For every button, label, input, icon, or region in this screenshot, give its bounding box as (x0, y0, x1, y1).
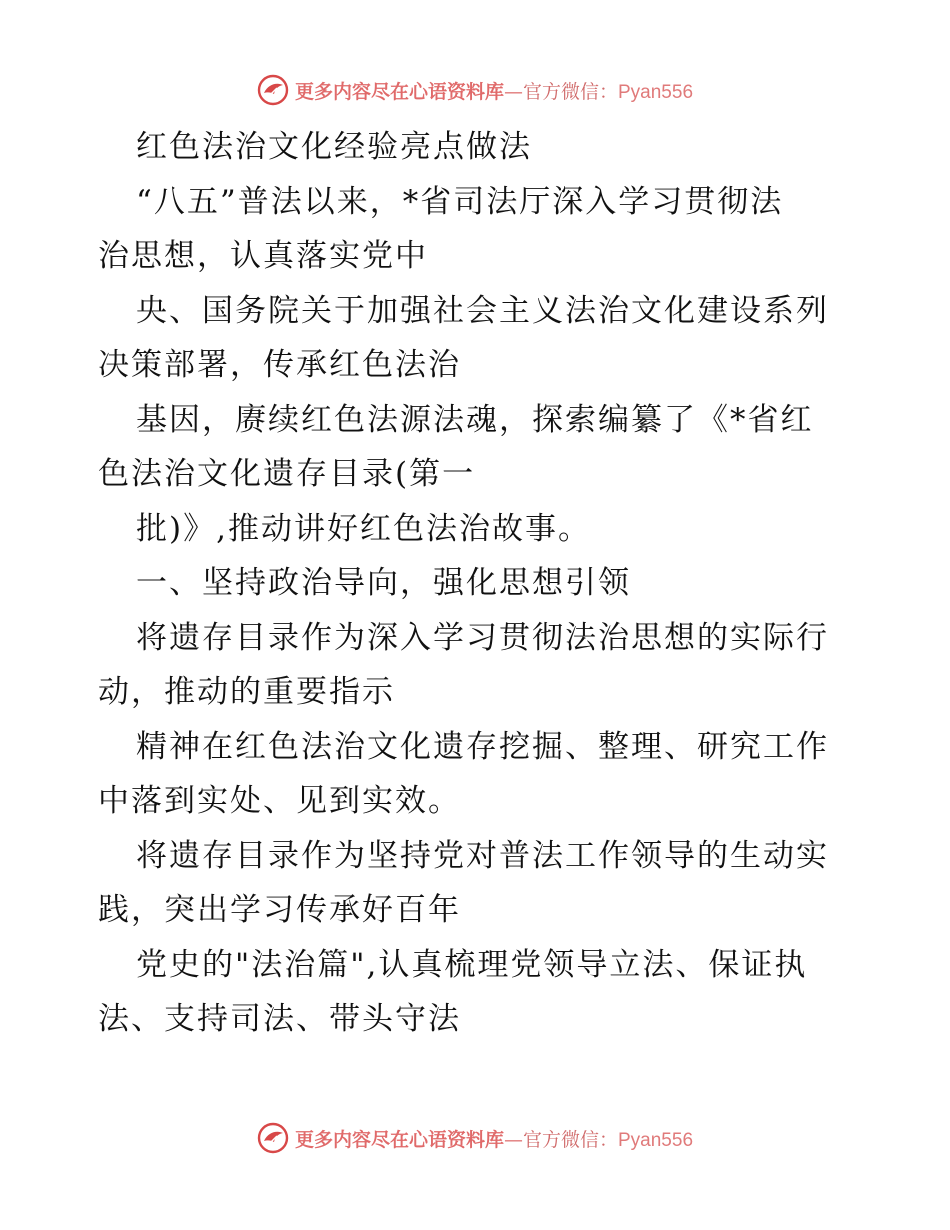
banner-wechat-id: Pyan556 (618, 1129, 694, 1151)
banner-wechat-label: 官方微信： (522, 80, 618, 103)
banner-text: 更多内容尽在心语资料库 (294, 80, 504, 103)
paragraph-line: 动，推动的重要指示 (98, 674, 395, 710)
paragraph-line: 将遗存目录作为深入学习贯彻法治思想的实际行 (136, 619, 829, 656)
document-title: 红色法治文化经验亮点做法 (136, 129, 532, 165)
banner-text: 更多内容尽在心语资料库 (294, 1128, 504, 1151)
paragraph-line: 批)》,推动讲好红色法治故事。 (136, 510, 591, 547)
banner-dash: — (503, 1128, 523, 1151)
paragraph-line: 基因，赓续红色法源法魂，探索编纂了《*省红 (136, 401, 814, 438)
banner-wechat-label: 官方微信： (522, 1128, 618, 1151)
paragraph-line: 践，突出学习传承好百年 (98, 892, 461, 928)
paragraph-line: 法、支持司法、带头守法 (98, 1001, 461, 1037)
dove-logo-icon (257, 1122, 289, 1154)
paragraph-line: 将遗存目录作为坚持党对普法工作领导的生动实 (136, 837, 829, 874)
section-heading: 一、坚持政治导向，强化思想引领 (136, 565, 631, 601)
paragraph-line: 中落到实处、见到实效。 (98, 783, 461, 819)
footer-banner (0, 1122, 950, 1154)
banner-dash: — (503, 80, 523, 103)
dove-logo-icon (257, 74, 289, 106)
paragraph-line: 治思想，认真落实党中 (98, 238, 428, 274)
paragraph-line: 色法治文化遗存目录(第一 (98, 456, 476, 492)
paragraph-line: 精神在红色法治文化遗存挖掘、整理、研究工作 (136, 728, 829, 765)
banner-wechat-id: Pyan556 (618, 81, 694, 103)
paragraph-line: “八五”普法以来，*省司法厅深入学习贯彻法 (136, 183, 784, 220)
header-banner (0, 74, 950, 106)
paragraph-line: 央、国务院关于加强社会主义法治文化建设系列 (136, 292, 829, 329)
document-body (98, 120, 858, 1047)
paragraph-line: 决策部署，传承红色法治 (98, 347, 461, 383)
paragraph-line: 党史的"法治篇",认真梳理党领导立法、保证执 (136, 946, 808, 983)
